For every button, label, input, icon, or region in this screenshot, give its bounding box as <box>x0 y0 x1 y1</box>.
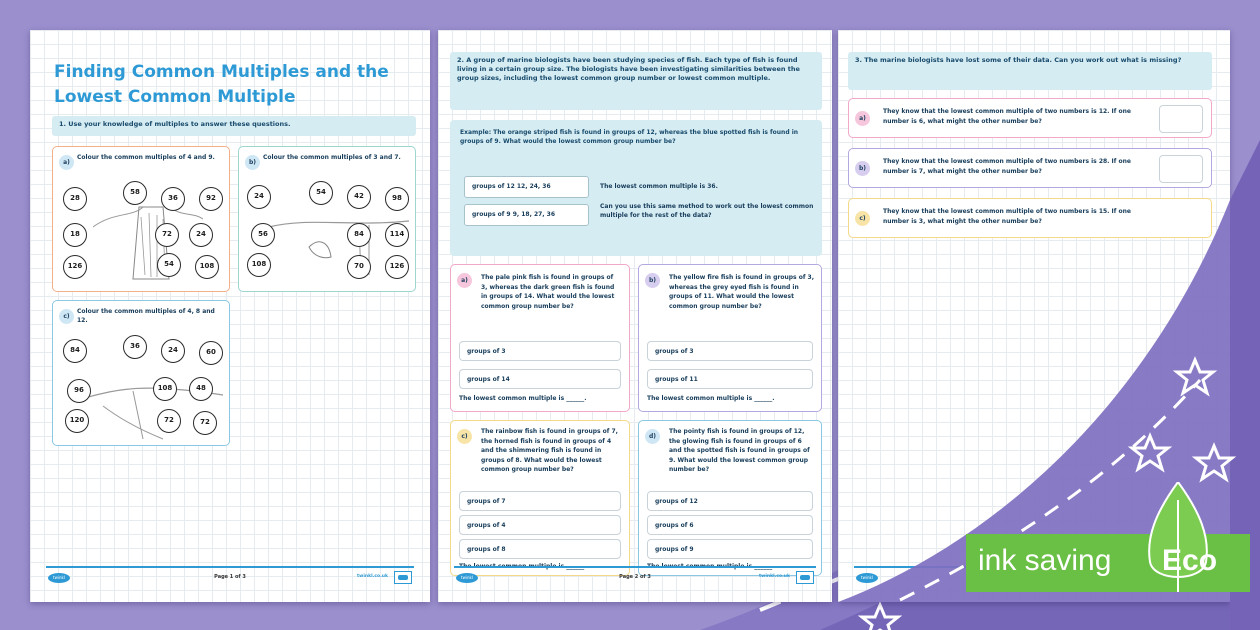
ink-saving-eco-badge <box>966 534 1250 592</box>
group-input[interactable]: groups of 9 <box>647 539 813 559</box>
question-tag: b) <box>855 161 870 176</box>
number-circle[interactable]: 96 <box>67 379 91 403</box>
number-circle[interactable]: 108 <box>195 255 219 279</box>
number-circle[interactable]: 126 <box>385 255 409 279</box>
question-2-instruction: 2. A group of marine biologists have been studying species of fish. Each type of fish is found living in a certain group size. The biologists have been investigating similarities between the group sizes, including the lowest common group number or lowest common multiple. <box>450 52 822 110</box>
number-circle[interactable]: 84 <box>63 339 87 363</box>
number-circle[interactable]: 24 <box>161 339 185 363</box>
example-note: The lowest common multiple is 36. <box>600 183 718 190</box>
twinkl-logo: twinkl <box>456 573 478 583</box>
number-circle[interactable]: 72 <box>193 411 217 435</box>
answer-line: The lowest common multiple is ______. <box>647 563 775 570</box>
number-circle[interactable]: 28 <box>63 187 87 211</box>
question-tag: d) <box>645 429 660 444</box>
twinkl-logo: twinkl <box>856 573 878 583</box>
number-circle[interactable]: 24 <box>247 185 271 209</box>
answer-line: The lowest common multiple is ______. <box>459 563 587 570</box>
number-circle[interactable]: 24 <box>189 223 213 247</box>
website-link[interactable]: twinkl.co.uk <box>759 574 790 579</box>
number-circle[interactable]: 108 <box>153 377 177 401</box>
number-circle[interactable]: 72 <box>157 409 181 433</box>
number-circle[interactable]: 84 <box>347 223 371 247</box>
number-circle[interactable]: 98 <box>385 187 409 211</box>
question-1-instruction: 1. Use your knowledge of multiples to answer these questions. <box>52 116 416 136</box>
number-circle[interactable]: 42 <box>347 185 371 209</box>
group-input[interactable]: groups of 4 <box>459 515 621 535</box>
number-circle[interactable]: 72 <box>155 223 179 247</box>
number-circle[interactable]: 108 <box>247 253 271 277</box>
question-text: The yellow fire fish is found in groups of 3, whereas the grey eyed fish is found in groups of 11. What would the lowest common group number be? <box>669 274 814 310</box>
question-text: The pointy fish is found in groups of 12, the glowing fish is found in groups of 6 and the spotted fish is found in groups of 9. What would the lowest common group number be? <box>669 428 810 473</box>
group-input[interactable]: groups of 12 <box>647 491 813 511</box>
twinkl-logo: twinkl <box>48 573 70 583</box>
eco-label: Eco <box>1162 544 1218 577</box>
question-tag: c) <box>457 429 472 444</box>
example-row: groups of 9 9, 18, 27, 36 <box>464 204 589 226</box>
number-circle[interactable]: 18 <box>63 223 87 247</box>
number-circle[interactable]: 54 <box>309 181 333 205</box>
number-circle[interactable]: 54 <box>157 253 181 277</box>
question-text: They know that the lowest common multiple of two numbers is 15. If one number is 3, what might the other number be? <box>883 208 1131 225</box>
question-text: The rainbow fish is found in groups of 7, the horned fish is found in groups of 4 and the shimmering fish is found in groups of 8. What would the lowest common group number be? <box>481 428 618 473</box>
example-note: Can you use this same method to work out the lowest common multiple for the rest of the data? <box>600 203 814 219</box>
number-circle[interactable]: 120 <box>65 409 89 433</box>
page-number: Page 2 of 3 <box>619 574 651 580</box>
question-text: They know that the lowest common multiple of two numbers is 28. If one number is 7, what might the other number be? <box>883 158 1131 175</box>
question-text: Colour the common multiples of 4, 8 and 12. <box>77 308 215 324</box>
question-tag: b) <box>245 155 260 170</box>
example-text: Example: The orange striped fish is found in groups of 12, whereas the blue spotted fish is found in groups of 9. What would the lowest common group number be? <box>460 129 799 145</box>
question-tag: a) <box>855 111 870 126</box>
number-circle[interactable]: 58 <box>123 181 147 205</box>
number-circle[interactable]: 92 <box>199 187 223 211</box>
question-tag: a) <box>59 155 74 170</box>
group-input[interactable]: groups of 7 <box>459 491 621 511</box>
number-circle[interactable]: 36 <box>123 335 147 359</box>
group-input[interactable]: groups of 3 <box>459 341 621 361</box>
number-circle[interactable]: 114 <box>385 223 409 247</box>
question-tag: c) <box>855 211 870 226</box>
group-input[interactable]: groups of 14 <box>459 369 621 389</box>
number-circle[interactable]: 126 <box>63 255 87 279</box>
question-tag: b) <box>645 273 660 288</box>
question-tag: c) <box>59 309 74 324</box>
number-circle[interactable]: 56 <box>251 223 275 247</box>
number-circle[interactable]: 48 <box>189 377 213 401</box>
question-text: Colour the common multiples of 3 and 7. <box>263 154 401 161</box>
page-title: Finding Common Multiples and the Lowest Common Multiple <box>54 62 389 107</box>
question-text: Colour the common multiples of 4 and 9. <box>77 154 215 161</box>
answer-line: The lowest common multiple is ______. <box>459 395 587 402</box>
number-circle[interactable]: 70 <box>347 255 371 279</box>
group-input[interactable]: groups of 6 <box>647 515 813 535</box>
question-text: The pale pink fish is found in groups of 3, whereas the dark green fish is found in groups of 14. What would the lowest common group number be? <box>481 274 615 310</box>
group-input[interactable]: groups of 3 <box>647 341 813 361</box>
question-text: They know that the lowest common multiple of two numbers is 12. If one number is 6, what might the other number be? <box>883 108 1131 125</box>
example-row: groups of 12 12, 24, 36 <box>464 176 589 198</box>
answer-line: The lowest common multiple is ______. <box>647 395 775 402</box>
question-tag: a) <box>457 273 472 288</box>
group-input[interactable]: groups of 8 <box>459 539 621 559</box>
website-link[interactable]: twinkl.co.uk <box>357 574 388 579</box>
page-number: Page 1 of 3 <box>214 574 246 580</box>
question-3-instruction: 3. The marine biologists have lost some of their data. Can you work out what is missing? <box>848 52 1212 90</box>
ink-saving-label: ink saving <box>978 544 1112 577</box>
number-circle[interactable]: 60 <box>199 341 223 365</box>
group-input[interactable]: groups of 11 <box>647 369 813 389</box>
number-circle[interactable]: 36 <box>161 187 185 211</box>
